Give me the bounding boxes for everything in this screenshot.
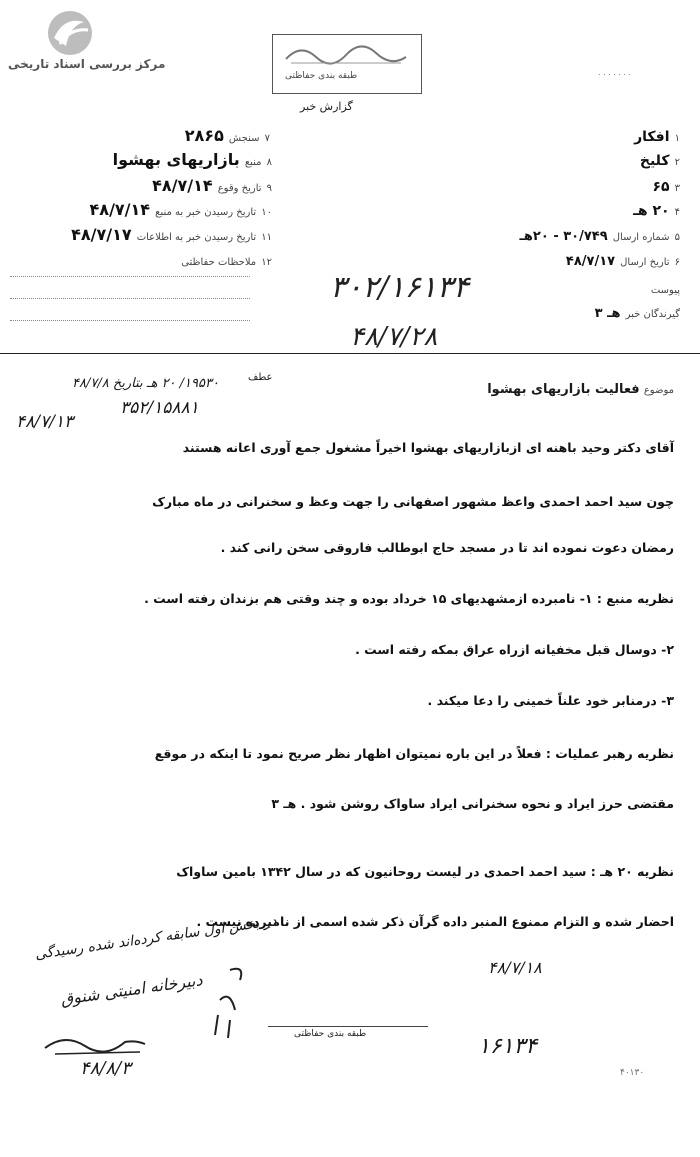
- top-right-mark: . . . . . . .: [598, 68, 632, 77]
- archive-logo-icon: [40, 8, 100, 58]
- divider: [10, 276, 250, 277]
- reference-line2: ۳۵۲/۱۵۸۸۱: [120, 398, 199, 418]
- header-stamp: [272, 34, 422, 94]
- stamp-caption: طبقه بندی حفاظتی: [285, 71, 358, 81]
- footer-stamp: [268, 1026, 428, 1047]
- divider: [10, 320, 250, 321]
- reference-line3: ۴۸/۷/۱۳: [16, 412, 74, 432]
- body-line: ۲- دوسال قبل مخفیانه ازراه عراق بمکه رفته است .: [355, 642, 674, 657]
- body-line: رمضان دعوت نموده اند تا در مسجد حاج ابوطالب فاروقی سخن رانی کند .: [220, 540, 674, 555]
- body-line: نظریه ۲۰ هـ : سید احمد احمدی در لیست روحانیون که در سال ۱۳۴۲ بامین ساواک: [176, 864, 674, 879]
- handwritten-date: ۴۸/۷/۱۸: [488, 958, 542, 977]
- section-divider: [0, 353, 700, 354]
- signature-date: ۴۸/۸/۳: [80, 1058, 131, 1079]
- reference-line1: ۱۹۵۳۰/ ۲۰ هـ بتاریخ ۴۸/۷/۸: [72, 376, 219, 391]
- right-field-row: پیوست: [650, 285, 680, 296]
- right-field-row: ۱ افکار: [634, 129, 680, 145]
- body-line: آقای دکتر وحید باهنه ای ازبازاریهای بهشوا اخیراً مشغول جمع آوری اعانه هستند: [182, 440, 674, 455]
- stamp-scribble-icon: [281, 41, 411, 67]
- left-field-row: ۱۰ تاریخ رسیدن خبر به منبع ۴۸/۷/۱۴: [89, 200, 272, 219]
- body-line: مقتضی حرز ایراد و نحوه سخنرانی ایراد ساواک روشن شود . هـ ۳: [271, 796, 674, 811]
- subject-line: موضوع فعالیت بازاریهای بهشوا: [487, 382, 674, 397]
- footer-stamp-caption: طبقه بندی حفاظتی: [294, 1029, 367, 1039]
- left-field-row: ۸ منبع بازاریهای بهشوا: [112, 150, 272, 169]
- file-date: ۴۸/۷/۲۸: [350, 322, 438, 352]
- left-field-row: ۷ سنجش ۲۸۶۵: [184, 126, 270, 145]
- archive-name: مرکز بررسی اسناد تاریخی: [8, 57, 166, 71]
- right-field-row: ۵ شماره ارسال ۳۰/۷۴۹ - ۲۰هـ: [519, 229, 680, 244]
- right-field-row: ۶ تاریخ ارسال ۴۸/۷/۱۷: [565, 254, 680, 269]
- left-field-row: ۹ تاریخ وقوع ۴۸/۷/۱۴: [152, 176, 272, 195]
- body-line: احضار شده و التزام ممنوع المنبر داده گرآن ذکر شده اسمی از نامبرده نیست .: [196, 914, 674, 929]
- bottom-number: ۱۶۱۳۴: [478, 1034, 538, 1059]
- body-line: نظریه رهبر عملیات : فعلاً در این باره نمیتوان اظهار نظر صریح نمود تا اینکه در موقع: [154, 746, 674, 761]
- signature-icon: [40, 1028, 150, 1058]
- body-line: نظریه منبع : ۱- نامبرده ازمشهدیهای ۱۵ خرداد بوده و چند وقتی هم بزندان رفته است .: [144, 591, 674, 606]
- right-field-row: گیرندگان خبر هـ ۳: [594, 306, 680, 321]
- right-field-row: ۲ کلیخ: [639, 153, 680, 169]
- body-line: چون سید احمد احمدی واعظ مشهور اصفهانی را جهت وعظ و سخنرانی در ماه مبارک: [152, 494, 674, 509]
- handwritten-note-1: در بخش اول سابقه کرده‌اند شده رسیدگی: [34, 913, 278, 963]
- body-line: ۳- درمنابر خود علناً خمینی را دعا میکند .: [427, 693, 674, 708]
- right-field-row: ۳ ۶۵: [652, 179, 680, 195]
- page-code: ۴۰۱۳۰: [620, 1068, 645, 1078]
- handwritten-note-2: دبیرخانه امنیتی شنوق: [59, 970, 204, 1009]
- file-number: ۳۰۲/۱۶۱۳۴: [330, 270, 470, 305]
- reference-label: عطف: [248, 372, 273, 383]
- left-field-row: ۱۲ ملاحظات حفاظتی: [181, 257, 272, 268]
- right-field-row: ۴ ۲۰ هـ: [633, 203, 680, 219]
- report-title: گزارش خبر: [300, 100, 353, 113]
- left-field-row: ۱۱ تاریخ رسیدن خبر به اطلاعات ۴۸/۷/۱۷: [71, 225, 272, 244]
- divider: [10, 298, 250, 299]
